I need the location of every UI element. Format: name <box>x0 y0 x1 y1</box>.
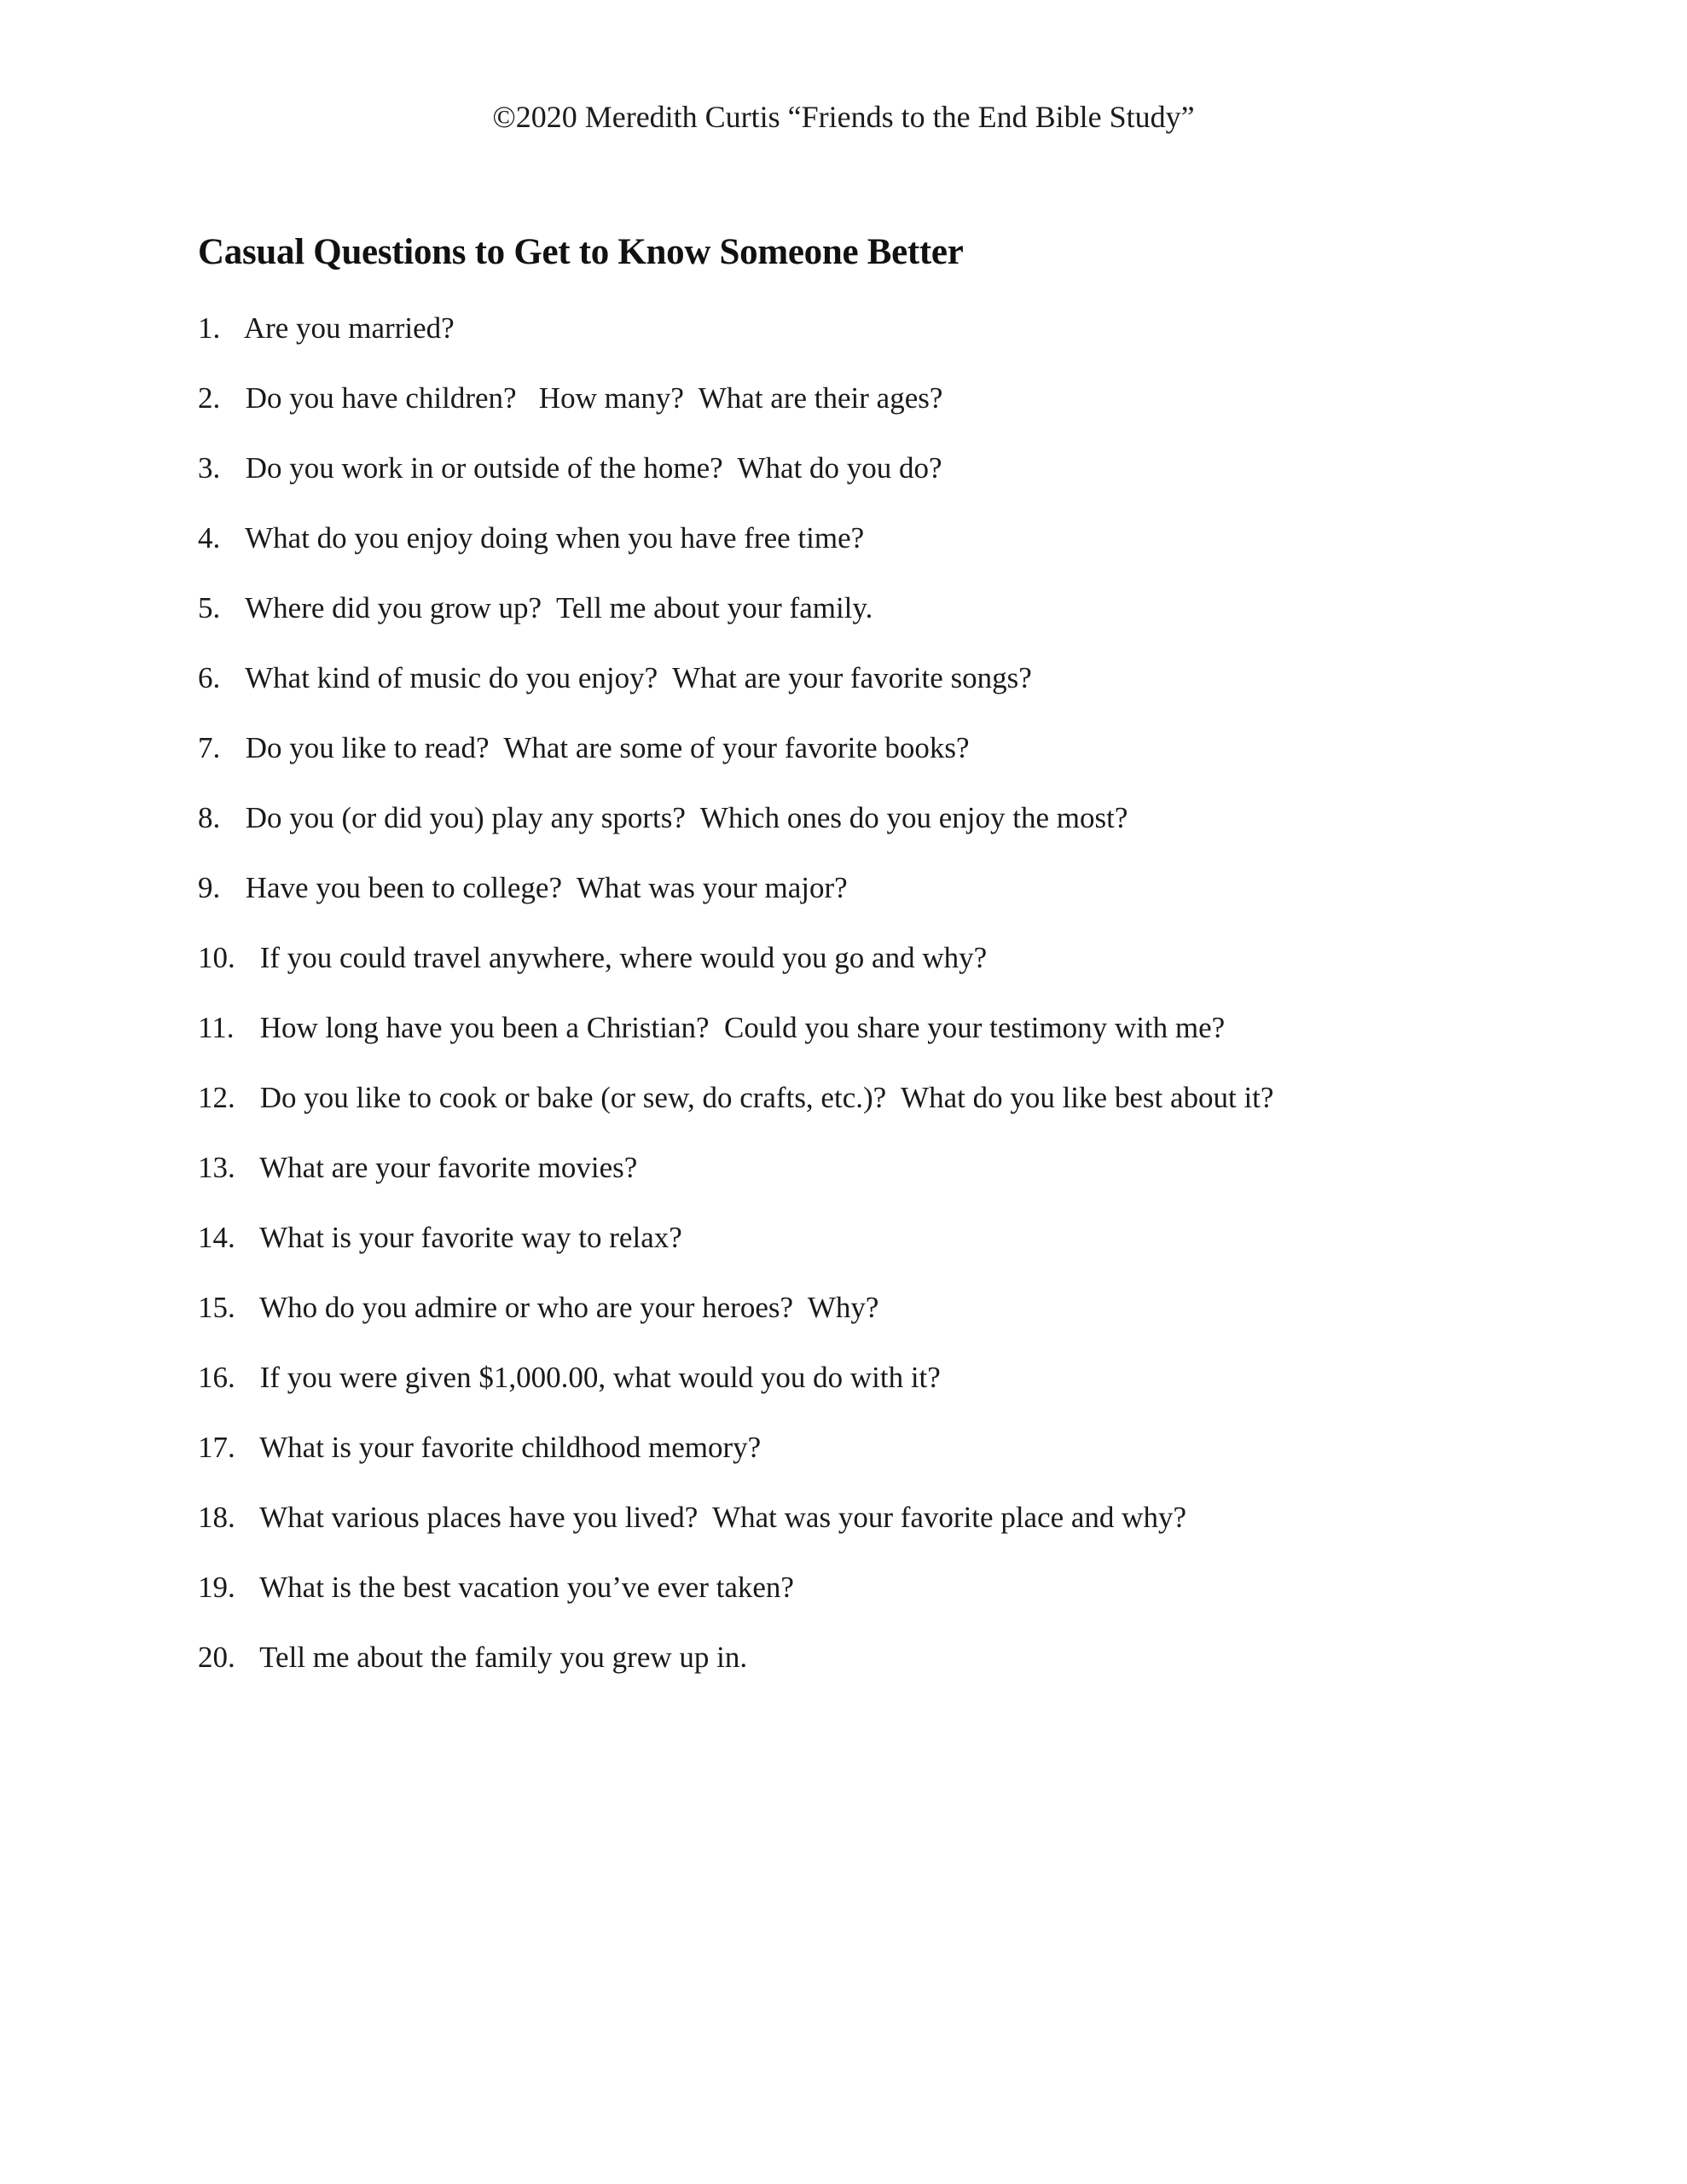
question-number: 2. <box>198 381 221 415</box>
question-item <box>198 1426 1273 1496</box>
question-text: What is your favorite way to relax? <box>259 1221 682 1254</box>
question-number: 11. <box>198 1011 235 1044</box>
question-text: What kind of music do you enjoy? What are your favorite songs? <box>245 661 1032 694</box>
question-number: 7. <box>198 731 221 764</box>
question-number: 17. <box>198 1431 235 1464</box>
question-number: 16. <box>198 1361 235 1394</box>
question-number: 9. <box>198 871 221 904</box>
question-text: Tell me about the family you grew up in. <box>259 1641 748 1674</box>
question-number: 13. <box>198 1151 235 1184</box>
question-text: Have you been to college? What was your major? <box>245 871 848 904</box>
question-item <box>198 517 1273 587</box>
question-item <box>198 1566 1273 1636</box>
question-text: How long have you been a Christian? Could you share your testimony with me? <box>259 1011 1226 1044</box>
question-item <box>198 307 1273 377</box>
question-item <box>198 1496 1273 1566</box>
question-text: Do you have children? How many? What are their ages? <box>245 381 943 415</box>
question-text: What various places have you lived? What was your favorite place and why? <box>259 1501 1186 1534</box>
question-item <box>198 1077 1273 1147</box>
question-item <box>198 587 1273 657</box>
question-item <box>198 377 1273 447</box>
question-text: Who do you admire or who are your heroes? Why? <box>259 1291 879 1324</box>
question-text: Where did you grow up? Tell me about your family. <box>245 591 873 624</box>
question-text: Do you like to read? What are some of your favorite books? <box>245 731 970 764</box>
question-item <box>198 1007 1273 1077</box>
question-number: 4. <box>198 521 221 555</box>
question-number: 20. <box>198 1641 235 1674</box>
question-number: 6. <box>198 661 221 694</box>
question-item <box>198 867 1273 937</box>
question-list <box>198 307 1273 1706</box>
question-text: What are your favorite movies? <box>259 1151 638 1184</box>
question-item <box>198 1356 1273 1426</box>
question-number: 5. <box>198 591 221 624</box>
question-item <box>198 937 1273 1007</box>
document-title: Casual Questions to Get to Know Someone Better <box>198 232 964 272</box>
question-number: 19. <box>198 1571 235 1604</box>
copyright-header: ©2020 Meredith Curtis “Friends to the End Bible Study” <box>492 100 1195 134</box>
question-text: What is your favorite childhood memory? <box>259 1431 762 1464</box>
question-number: 3. <box>198 451 221 485</box>
question-text: If you could travel anywhere, where would you go and why? <box>259 941 988 974</box>
question-number: 15. <box>198 1291 235 1324</box>
question-item <box>198 657 1273 727</box>
question-item <box>198 1636 1273 1706</box>
question-item <box>198 1217 1273 1287</box>
question-item <box>198 727 1273 797</box>
question-text: What is the best vacation you’ve ever taken? <box>259 1571 794 1604</box>
question-item <box>198 1287 1273 1356</box>
question-number: 1. <box>198 311 221 345</box>
question-text: Do you like to cook or bake (or sew, do crafts, etc.)? What do you like best about it? <box>259 1081 1274 1114</box>
question-item <box>198 797 1273 867</box>
question-number: 14. <box>198 1221 235 1254</box>
question-number: 8. <box>198 801 221 834</box>
question-text: Are you married? <box>243 311 455 345</box>
question-number: 18. <box>198 1501 235 1534</box>
question-text: Do you work in or outside of the home? What do you do? <box>245 451 942 485</box>
question-item <box>198 447 1273 517</box>
question-item <box>198 1147 1273 1217</box>
question-text: What do you enjoy doing when you have free time? <box>245 521 865 555</box>
question-text: If you were given $1,000.00, what would you do with it? <box>259 1361 941 1394</box>
question-number: 12. <box>198 1081 235 1114</box>
question-number: 10. <box>198 941 235 974</box>
question-text: Do you (or did you) play any sports? Which ones do you enjoy the most? <box>245 801 1128 834</box>
